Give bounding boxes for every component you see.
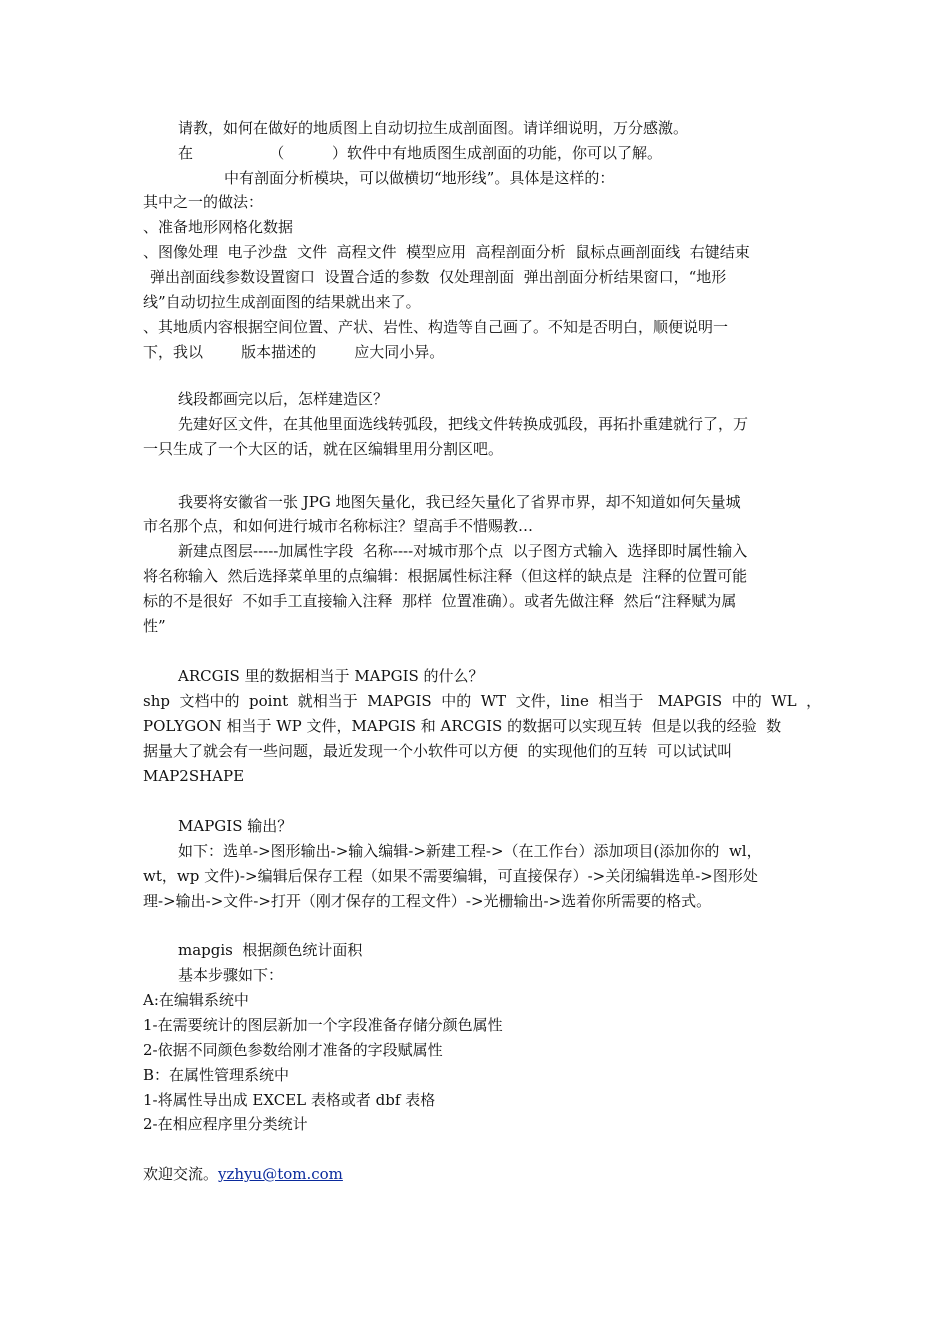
answer-2-line-1: 先建好区文件，在其他里面选线转弧段，把线文件转换成弧段，再拓扑重建就行了，万 (178, 415, 749, 433)
answer-3-line-1: 新建点图层-----加属性字段 名称----对城市那个点 以子图方式输入 选择即时属性输入 (178, 542, 748, 560)
footer-line (143, 1164, 343, 1184)
step-2-line-3: 线”自动切拉生成剖面图的结果就出来了。 (143, 293, 421, 311)
method-heading: 其中之一的做法： (143, 193, 264, 211)
answer-5-line-3: 理->输出->文件->打开（刚才保存的工程文件）->光栅输出->选着你所需要的格式。 (143, 892, 712, 910)
section-a-step-2: 2-依据不同颜色参数给刚才准备的字段赋属性 (143, 1041, 443, 1059)
steps-intro: 基本步骤如下： (178, 966, 284, 984)
answer-4-line-1: shp 文档中的 point 就相当于 MAPGIS 中的 WT 文件，line 相当于 MAPGIS 中的 WL ， (143, 692, 822, 710)
question-2: 线段都画完以后，怎样建造区？ (178, 390, 389, 408)
question-6: mapgis 根据颜色统计面积 (178, 941, 363, 959)
step-3-line-1: 、其地质内容根据空间位置、产状、岩性、构造等自己画了。不知是否明白，顺便说明一 (143, 318, 729, 336)
answer-3-line-3: 标的不是很好 不如手工直接输入注释 那样 位置准确）。或者先做注释 然后“注释赋为属 (143, 592, 737, 610)
step-2-line-2: 弹出剖面线参数设置窗口 设置合适的参数 仅处理剖面 弹出剖面分析结果窗口，“地形 (150, 268, 727, 286)
answer-2-line-2: 一只生成了一个大区的话，就在区编辑里用分割区吧。 (143, 440, 504, 458)
section-a-step-1: 1-在需要统计的图层新加一个字段准备存储分颜色属性 (143, 1016, 503, 1034)
section-b-step-2: 2-在相应程序里分类统计 (143, 1115, 308, 1133)
question-3-line-1: 我要将安徽省一张 JPG 地图矢量化，我已经矢量化了省界市界，却不知道如何矢量城 (178, 493, 741, 511)
step-2-line-1: 、图像处理 电子沙盘 文件 高程文件 模型应用 高程剖面分析 鼠标点画剖面线 右键结束 (143, 243, 750, 261)
answer-4-line-2: POLYGON 相当于 WP 文件，MAPGIS 和 ARCGIS 的数据可以实现互转 但是以我的经验 数 (143, 717, 782, 735)
step-3-line-2: 下，我以 版本描述的 应大同小异。 (143, 343, 445, 361)
question-1: 请教，如何在做好的地质图上自动切拉生成剖面图。请详细说明，万分感激。 (178, 119, 689, 137)
question-4: ARCGIS 里的数据相当于 MAPGIS 的什么？ (178, 667, 484, 685)
answer-3-line-4: 性” (143, 617, 166, 635)
question-5: MAPGIS 输出？ (178, 817, 293, 835)
section-a-heading: A:在编辑系统中 (143, 991, 249, 1009)
answer-4-line-3: 据量大了就会有一些问题，最近发现一个小软件可以方便 的实现他们的互转 可以试试叫 (143, 742, 733, 760)
answer-4-line-4: MAP2SHAPE (143, 767, 245, 785)
answer-1-intro-2: 中有剖面分析模块，可以做横切“地形线”。具体是这样的： (224, 169, 615, 187)
answer-1-intro: 在 （ ）软件中有地质图生成剖面的功能，你可以了解。 (178, 144, 662, 162)
answer-5-line-2: wt，wp 文件)->编辑后保存工程（如果不需要编辑，可直接保存）->关闭编辑选单->图形处 (143, 867, 758, 885)
answer-3-line-2: 将名称输入 然后选择菜单里的点编辑：根据属性标注释（但这样的缺点是 注释的位置可能 (143, 567, 748, 585)
closing-text: 欢迎交流。 (143, 1165, 219, 1183)
answer-5-line-1: 如下：选单->图形输出->输入编辑->新建工程->（在工作台）添加项目(添加你的 wl， (178, 842, 762, 860)
step-1: 、准备地形网格化数据 (143, 218, 294, 236)
question-3-line-2: 市名那个点，和如何进行城市名称标注？望高手不惜赐教… (143, 517, 534, 535)
section-b-step-1: 1-将属性导出成 EXCEL 表格或者 dbf 表格 (143, 1091, 436, 1109)
section-b-heading: B：在属性管理系统中 (143, 1066, 290, 1084)
email-link[interactable]: yzhyu@tom.com (218, 1165, 343, 1183)
